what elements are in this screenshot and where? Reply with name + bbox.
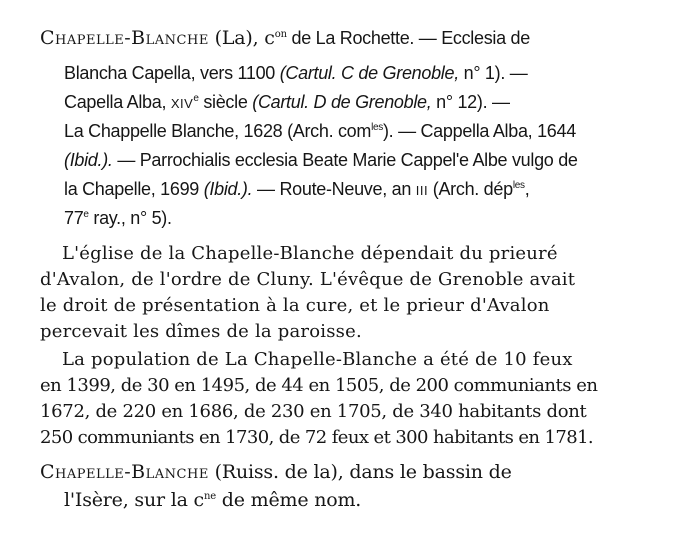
entry1-line-7 (64, 207, 172, 229)
entry1-l4b: ). — Cappella Alba, 1644 (382, 121, 576, 141)
entry1-l6a: la Chapelle, 1699 (64, 179, 204, 199)
entry1-l2-citation: (Cartul. C de Grenoble, (279, 63, 459, 83)
entry2-headword: Chapelle-Blanche (40, 461, 209, 483)
para1-line-4: percevait les dîmes de la paroisse. (40, 321, 362, 342)
entry1-headword: Chapelle-Blanche (40, 27, 209, 49)
entry1-line-3 (64, 91, 510, 113)
entry1-l7-sup: e (83, 209, 89, 220)
entry1-line-5 (64, 149, 578, 171)
entry1-l6b: — Route-Neuve, an (252, 179, 416, 199)
entry2-l1b: (Ruiss. de la), dans le bassin de (208, 461, 512, 483)
entry1-l4a: La Chappelle Blanche, 1628 (Arch. com (64, 121, 372, 141)
entry1-l6-ibid: (Ibid.). (203, 179, 253, 199)
para1-line-1: L'église de la Chapelle-Blanche dépendait du prieuré (62, 243, 558, 264)
entry1-l6-roman: iii (415, 179, 429, 199)
entry1-line-2 (64, 62, 527, 84)
entry1-l6d: , (524, 179, 530, 199)
para1-line-2: d'Avalon, de l'ordre de Cluny. L'évêque de Grenoble avait (40, 269, 576, 290)
entry1-line1-end: de La Rochette. — Ecclesia de (286, 28, 530, 48)
entry1-line-1 (40, 27, 530, 49)
entry1-l6c: (Arch. dép (428, 179, 513, 199)
entry1-l7a: 77 (64, 208, 84, 228)
para2-line-4: 250 communiants en 1730, de 72 feux et 300 habitants en 1781. (40, 427, 594, 448)
entry1-l5-ibid: (Ibid.). (64, 150, 113, 170)
entry2-line-2 (64, 489, 361, 511)
para2-line-1: La population de La Chapelle-Blanche a été de 10 feux (62, 349, 573, 370)
entry1-l5b: — Parrochialis ecclesia Beate Marie Cappel'e Albe vulgo de (112, 150, 578, 170)
entry1-l6-sup: les (512, 180, 525, 191)
para1-line-3: le droit de présentation à la cure, et le prieur d'Avalon (40, 295, 550, 316)
entry1-l2: Blancha Capella, vers 1100 (64, 63, 280, 83)
para2-line-3: 1672, de 220 en 1686, de 230 en 1705, de 340 habitants dont (40, 401, 587, 422)
entry1-l4-sup: les (371, 122, 383, 133)
entry2-line-1 (40, 461, 512, 483)
entry1-sup-on: on (274, 29, 287, 40)
entry1-l2-end: n° 1). — (458, 63, 528, 83)
entry1-l3-sup: e (193, 93, 199, 104)
entry1-l3-b: siècle (198, 92, 253, 112)
entry2-l2-sup: ne (204, 491, 216, 502)
entry1-l7b: ray., n° 5). (88, 208, 172, 228)
entry1-l3-end: n° 12). — (431, 92, 510, 112)
entry2-l2b: de même nom. (215, 489, 362, 511)
entry1-headword-tail: (La), c (208, 27, 275, 49)
entry1-l3-citation: (Cartul. D de Grenoble, (252, 92, 432, 112)
entry1-line-4 (64, 120, 576, 142)
entry2-l2a: l'Isère, sur la c (64, 489, 204, 511)
entry1-l3-roman: xiv (170, 92, 194, 112)
entry1-l3: Capella Alba, (64, 92, 171, 112)
para2-line-2: en 1399, de 30 en 1495, de 44 en 1505, de 200 communiants en (40, 375, 598, 396)
entry1-line-6 (64, 178, 529, 200)
